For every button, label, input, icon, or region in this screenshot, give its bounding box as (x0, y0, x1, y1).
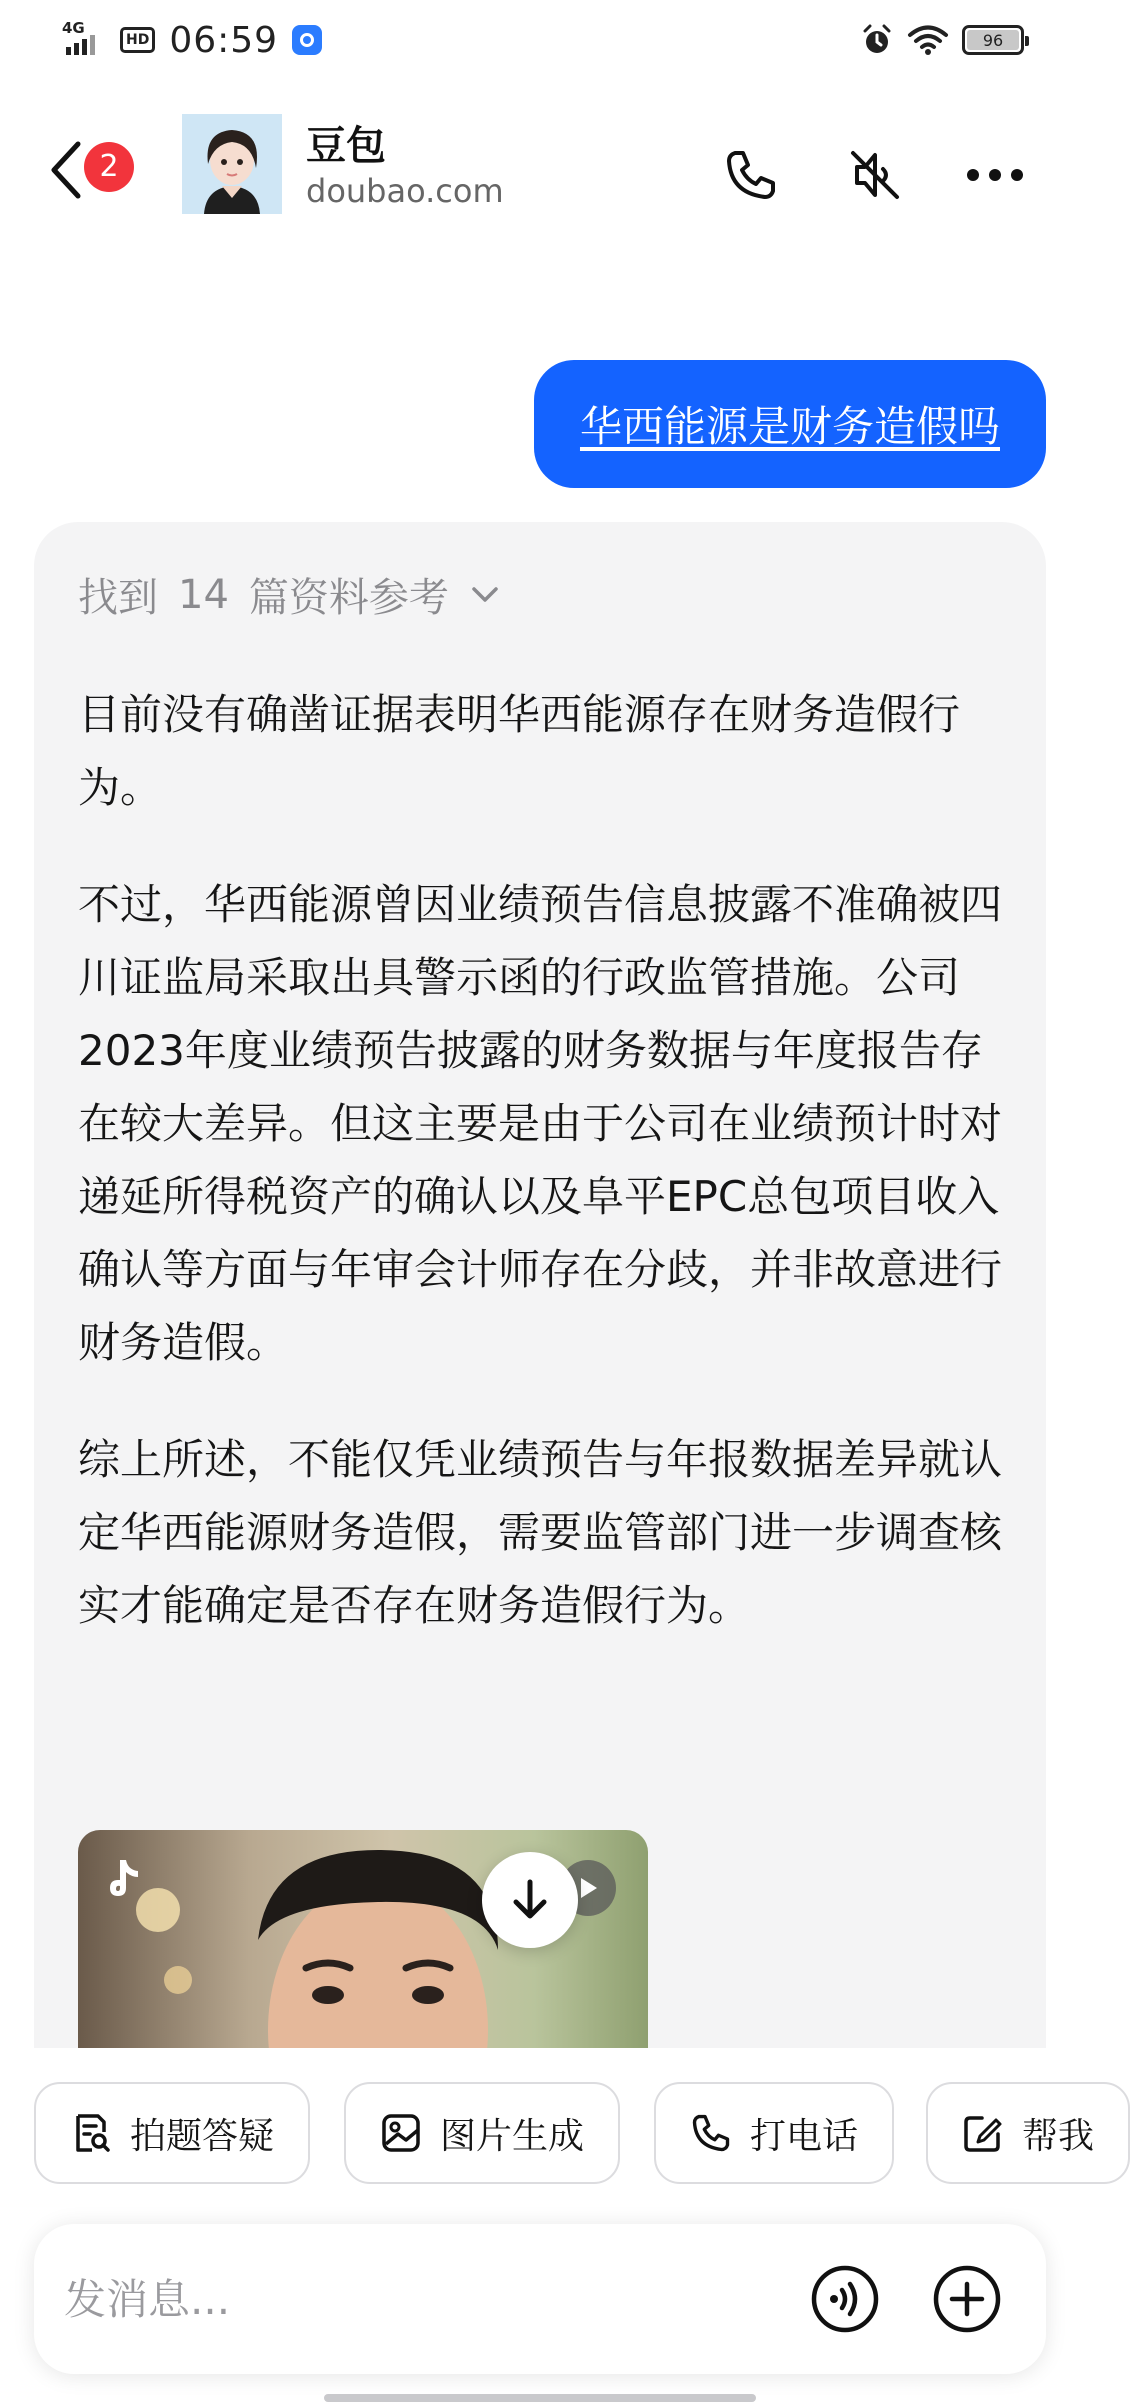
quick-action-photo-question[interactable] (34, 2082, 310, 2184)
quick-actions-bar[interactable] (0, 2048, 1095, 2190)
image-icon (380, 2112, 422, 2154)
status-time: 06:59 (169, 19, 279, 61)
quick-action-label: 打电话 (750, 2115, 859, 2157)
quick-action-label: 帮我 (1022, 2115, 1095, 2157)
quick-action-label: 拍题答疑 (130, 2115, 275, 2157)
message-composer (34, 2224, 1046, 2374)
chevron-left-icon (46, 140, 86, 200)
bot-name: 豆包 (306, 123, 386, 169)
speaker-muted-icon (847, 147, 903, 203)
phone-icon (690, 2112, 732, 2154)
hd-icon: HD (120, 27, 155, 53)
mute-button[interactable] (840, 140, 910, 210)
voice-button[interactable] (808, 2262, 882, 2336)
message-input[interactable] (64, 2264, 784, 2334)
quick-action-help-write[interactable] (926, 2082, 1130, 2184)
status-bar (0, 0, 1080, 80)
cellular-signal-icon (62, 19, 106, 57)
user-message-bubble[interactable] (534, 360, 1046, 488)
avatar[interactable] (182, 114, 282, 214)
quick-action-call[interactable] (654, 2082, 894, 2184)
call-button[interactable] (716, 140, 786, 210)
unread-badge: 2 (84, 142, 134, 192)
avatar-image (182, 114, 282, 214)
app-notification-icon (292, 25, 322, 55)
network-type: 4G (62, 19, 85, 37)
response-text (78, 678, 1008, 1686)
response-paragraph: 综上所述，不能仅凭业绩预告与年报数据差异就认定华西能源财务造假，需要监管部门进一步调查核实才能确定是否存在财务造假行为。 (78, 1435, 1003, 1630)
quick-action-image-generate[interactable] (344, 2082, 620, 2184)
references-count: 14 (178, 571, 229, 618)
arrow-down-icon (510, 1878, 550, 1922)
edit-icon (962, 2112, 1004, 2154)
photo-question-icon (70, 2112, 112, 2154)
references-toggle[interactable] (78, 566, 499, 623)
back-button[interactable] (46, 136, 136, 206)
chevron-down-icon (471, 586, 499, 604)
more-button[interactable] (960, 140, 1030, 210)
references-prefix: 找到 (78, 575, 158, 621)
user-message-text[interactable]: 华西能源是财务造假吗 (579, 402, 1000, 451)
bot-domain: doubao.com (306, 172, 504, 210)
chat-header (0, 100, 1080, 240)
home-indicator[interactable] (324, 2394, 756, 2402)
response-paragraph: 不过，华西能源曾因业绩预告信息披露不准确被四川证监局采取出具警示函的行政监管措施。公司2023年度业绩预告披露的财务数据与年度报告存在较大差异。但这主要是由于公司在业绩预计时对递延所得税资产的确认以及阜平EPC总包项目收入确认等方面与年审会计师存在分歧，并非故意进行财务造假。 (78, 880, 1003, 1367)
ai-response-card (34, 522, 1046, 2052)
more-dots-icon (965, 167, 1025, 183)
battery-icon (962, 25, 1024, 55)
plus-circle-icon (932, 2264, 1002, 2334)
voice-wave-icon (810, 2264, 880, 2334)
add-button[interactable] (930, 2262, 1004, 2336)
quick-action-label: 图片生成 (440, 2115, 585, 2157)
references-suffix: 篇资料参考 (248, 575, 449, 621)
wifi-icon (908, 24, 948, 56)
phone-icon (723, 147, 779, 203)
scroll-to-bottom-button[interactable] (482, 1852, 578, 1948)
response-paragraph: 目前没有确凿证据表明华西能源存在财务造假行为。 (78, 690, 961, 812)
alarm-icon (860, 23, 894, 57)
battery-level: 96 (982, 30, 1004, 50)
tiktok-logo-icon (104, 1856, 146, 1906)
